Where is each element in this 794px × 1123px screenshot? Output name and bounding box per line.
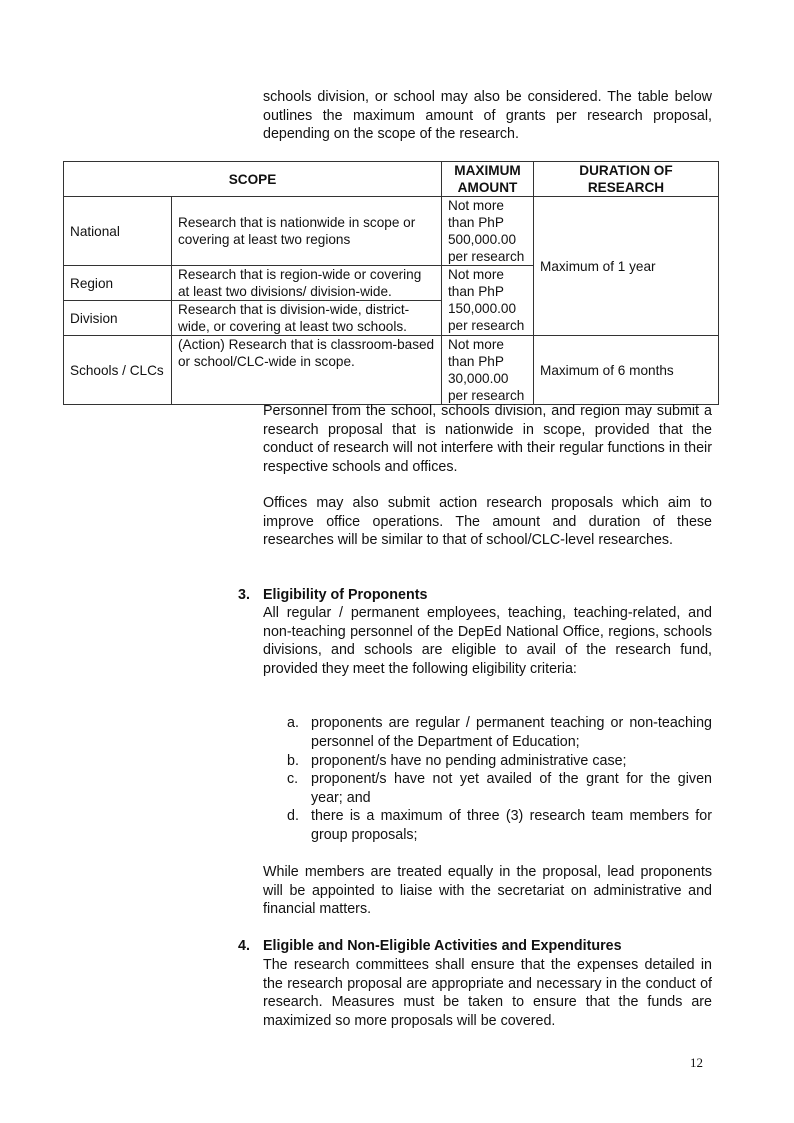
scope-description: Research that is region-wide or covering at least two divisions/ division-wide. xyxy=(172,266,442,301)
header-amount: MAXIMUM AMOUNT xyxy=(442,162,534,197)
header-duration: DURATION OF RESEARCH xyxy=(534,162,719,197)
duration-cell: Maximum of 1 year xyxy=(534,197,719,336)
list-text: there is a maximum of three (3) research team members for group proposals; xyxy=(311,808,712,843)
scope-name: Region xyxy=(64,266,172,301)
scope-description: (Action) Research that is classroom-based or school/CLC-wide in scope. xyxy=(172,336,442,405)
list-letter: b. xyxy=(287,753,299,769)
list-item xyxy=(287,752,712,771)
intro-paragraph: schools division, or school may also be considered. The table below outlines the maximum amount of grants per research proposal, depending on the scope of the research. xyxy=(263,89,712,143)
scope-name: Schools / CLCs xyxy=(64,336,172,405)
section-4-heading xyxy=(238,937,712,956)
section-number: 4. xyxy=(238,938,250,954)
amount-cell: Not more than PhP 30,000.00 per research xyxy=(442,336,534,405)
personnel-paragraph: Personnel from the school, schools division, and region may submit a research proposal that is nationwide in scope, provided that the conduct of research will not interfere with their regular functions in their respective schools and offices. xyxy=(263,403,712,475)
section-title: Eligible and Non-Eligible Activities and Expenditures xyxy=(263,938,622,954)
header-scope: SCOPE xyxy=(64,162,442,197)
list-text: proponent/s have not yet availed of the grant for the given year; and xyxy=(311,771,712,806)
scope-name: Division xyxy=(64,301,172,336)
section-3-closing: While members are treated equally in the proposal, lead proponents will be appointed to liaise with the secretariat on administrative and financial matters. xyxy=(263,864,712,918)
section-title: Eligibility of Proponents xyxy=(263,587,428,603)
section-number: 3. xyxy=(238,587,250,603)
duration-cell: Maximum of 6 months xyxy=(534,336,719,405)
list-text: proponent/s have no pending administrative case; xyxy=(311,753,627,769)
offices-paragraph: Offices may also submit action research proposals which aim to improve office operations. The amount and duration of these researches will be similar to that of school/CLC-level researches. xyxy=(263,495,712,549)
amount-cell: Not more than PhP 500,000.00 per research xyxy=(442,197,534,266)
list-item xyxy=(287,770,712,807)
list-letter: a. xyxy=(287,715,299,731)
list-item xyxy=(287,807,712,844)
table-row xyxy=(64,336,719,405)
amount-cell: Not more than PhP 150,000.00 per research xyxy=(442,266,534,336)
list-letter: c. xyxy=(287,771,299,787)
scope-description: Research that is division-wide, district-wide, or covering at least two schools. xyxy=(172,301,442,336)
scope-name: National xyxy=(64,197,172,266)
page-number: 12 xyxy=(690,1055,703,1070)
table-header-row xyxy=(64,162,719,197)
table-row xyxy=(64,197,719,266)
list-text: proponents are regular / permanent teaching or non-teaching personnel of the Department of Education; xyxy=(311,715,712,750)
list-letter: d. xyxy=(287,808,299,824)
section-3-intro: All regular / permanent employees, teaching, teaching-related, and non-teaching personnel of the DepEd National Office, regions, schools divisions, and schools are eligible to avail of the research fund, provided they meet the following eligibility criteria: xyxy=(263,605,712,677)
section-4-text: The research committees shall ensure that the expenses detailed in the research proposal are appropriate and necessary in the conduct of research. Measures must be taken to ensure that the funds are maximized so more proposals will be covered. xyxy=(263,957,712,1029)
scan-artifact xyxy=(28,40,78,41)
list-item xyxy=(287,714,712,751)
scope-description: Research that is nationwide in scope or covering at least two regions xyxy=(172,197,442,266)
grants-table xyxy=(63,161,719,405)
section-3-heading xyxy=(238,586,712,605)
